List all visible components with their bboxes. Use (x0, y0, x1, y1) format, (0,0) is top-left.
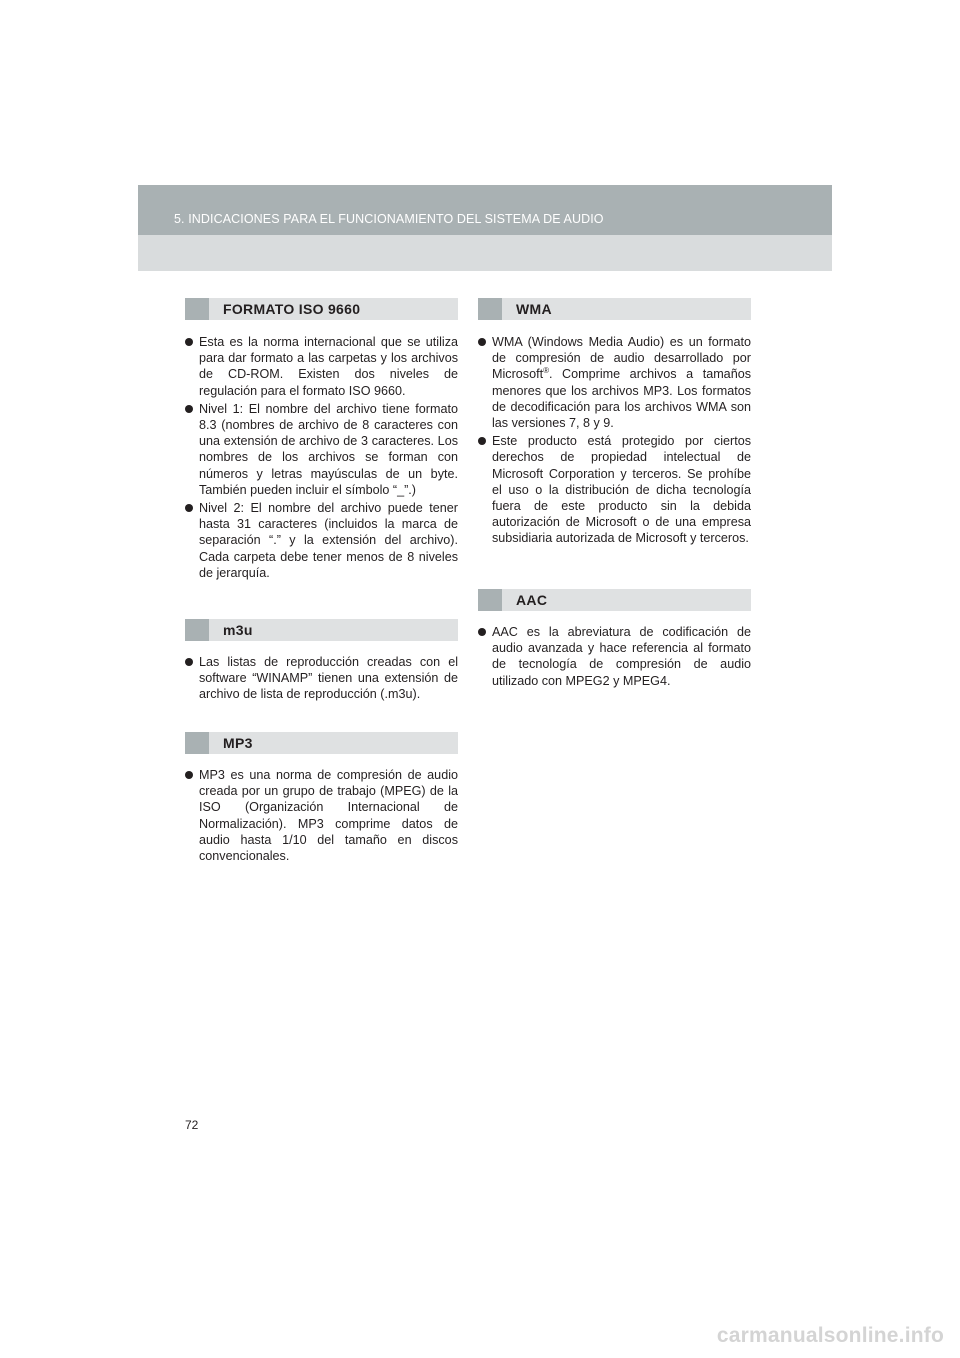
watermark: carmanualsonline.info (716, 1324, 944, 1347)
section-header-aac (478, 589, 751, 611)
bullet-icon (185, 504, 193, 512)
section-header-iso9660 (185, 298, 458, 320)
section-header-m3u (185, 619, 458, 641)
section-marker (478, 298, 502, 320)
section-marker (185, 298, 209, 320)
bullet-icon (185, 405, 193, 413)
list-item-text: Nivel 1: El nombre del archivo tiene formato 8.3 (nombres de archivo de 8 caracteres con una extensión de archivo de 3 caracteres. Los nombres de los archivos se forman con números y letras mayúsculas de un byte. También pueden incluir el símbolo “_”.) (199, 401, 458, 497)
iso9660-list (185, 334, 458, 583)
list-item (185, 334, 458, 399)
aac-list (478, 624, 751, 691)
list-item-text: Este producto está protegido por ciertos derechos de propiedad intelectual de Microsoft Corporation y terceros. Se prohíbe el uso o la distribución de dicha tecnología fuera de este producto sin la debida autorización de Microsoft o de una empresa subsidiaria autorizada de Microsoft y terceros. (492, 434, 751, 546)
chapter-header-bar (138, 185, 832, 235)
list-item-text: AAC es la abreviatura de codificación de audio avanzada y hace referencia al formato de tecnología de compresión de audio utilizado con MPEG2 y MPEG4. (492, 625, 751, 688)
registered-mark: ® (543, 366, 549, 376)
bullet-icon (478, 628, 486, 636)
section-title: MP3 (223, 735, 253, 751)
list-item (185, 500, 458, 581)
list-item (478, 624, 751, 689)
list-item-text: MP3 es una norma de compresión de audio creada por un grupo de trabajo (MPEG) de la ISO (Organización Internacional de Normalización). MP3 comprime datos de audio hasta 1/10 del tamaño en discos convencionales. (199, 768, 458, 864)
page-number: 72 (185, 1118, 199, 1132)
section-title: m3u (223, 622, 253, 638)
section-header-wma (478, 298, 751, 320)
list-item (185, 767, 458, 864)
list-item-text: WMA (Windows Media Audio) es un formato de compresión de audio desarrollado por Microsoft (492, 335, 751, 382)
list-item-text: Las listas de reproducción creadas con el software “WINAMP” tienen una extensión de archivo de lista de reproducción (.m3u). (199, 655, 458, 702)
list-item (185, 401, 458, 498)
section-title: AAC (516, 592, 548, 608)
bullet-icon (478, 437, 486, 445)
list-item (185, 654, 458, 703)
section-header-mp3 (185, 732, 458, 754)
list-item (478, 433, 751, 546)
list-item (478, 334, 751, 431)
section-marker (185, 619, 209, 641)
section-title: WMA (516, 301, 552, 317)
bullet-icon (478, 338, 486, 346)
chapter-header (138, 185, 832, 271)
section-marker (478, 589, 502, 611)
section-title: FORMATO ISO 9660 (223, 301, 361, 317)
chapter-title: 5. INDICACIONES PARA EL FUNCIONAMIENTO DEL SISTEMA DE AUDIO (174, 212, 604, 226)
list-item-text: . Comprime archivos a tamaños menores que los archivos MP3. Los formatos de decodificación para los archivos WMA son las versiones 7, 8 y 9. (492, 367, 751, 431)
bullet-icon (185, 771, 193, 779)
bullet-icon (185, 338, 193, 346)
list-item-text: Esta es la norma internacional que se utiliza para dar formato a las carpetas y los archivos de CD-ROM. Existen dos niveles de regulación para el formato ISO 9660. (199, 335, 458, 398)
mp3-list (185, 767, 458, 866)
m3u-list (185, 654, 458, 705)
bullet-icon (185, 658, 193, 666)
list-item-text: Nivel 2: El nombre del archivo puede tener hasta 31 caracteres (incluidos la marca de separación “.” y la extensión del archivo). Cada carpeta debe tener menos de 8 niveles de jerarquía. (199, 501, 458, 580)
section-marker (185, 732, 209, 754)
wma-list (478, 334, 751, 549)
